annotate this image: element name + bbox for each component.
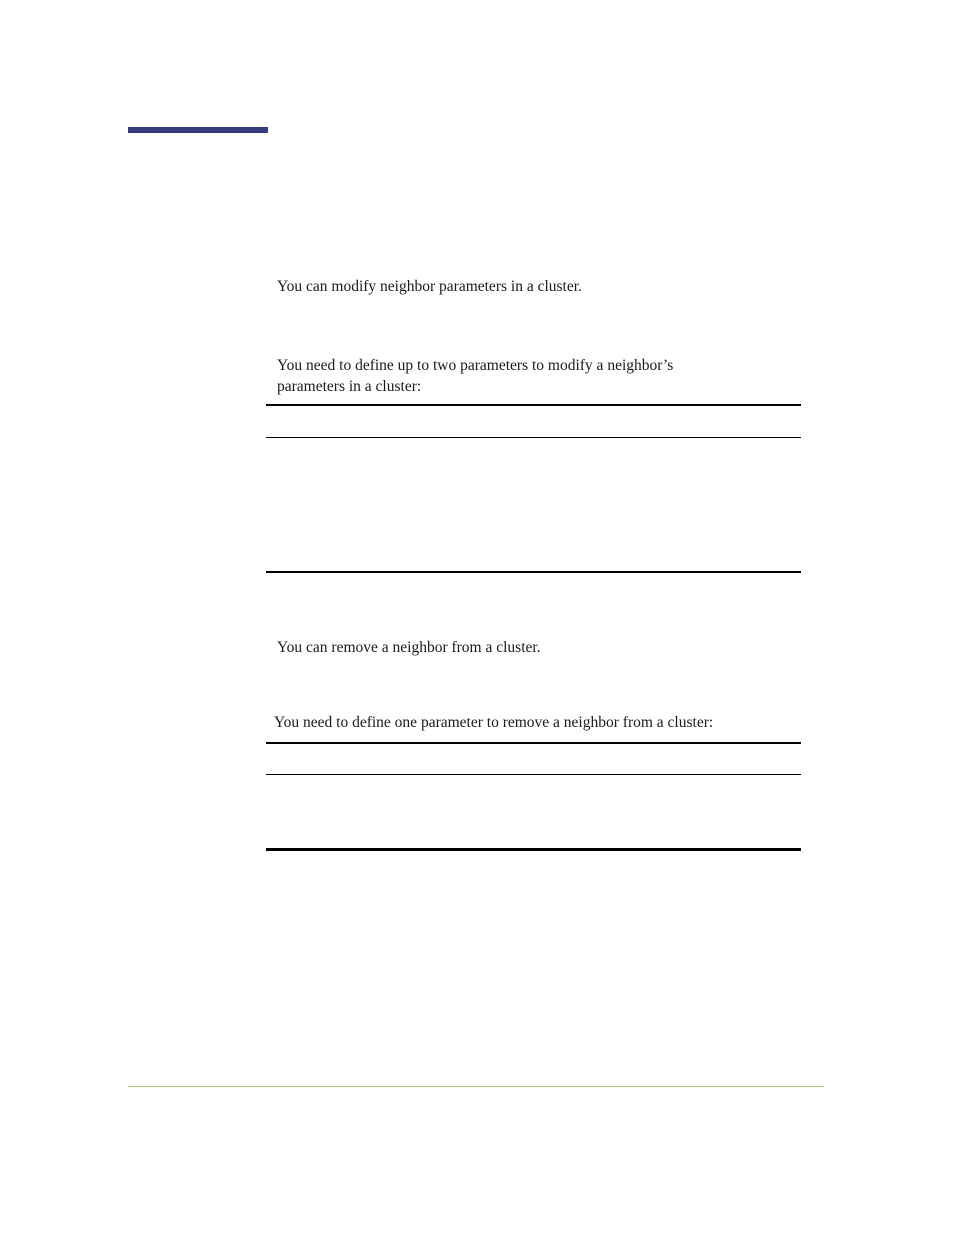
remove-table-header-rule (266, 774, 801, 775)
remove-params-text: You need to define one parameter to remove a neighbor from a cluster: (274, 714, 714, 731)
modify-intro-text: You can modify neighbor parameters in a cluster. (277, 278, 582, 295)
modify-params-text-line1: You need to define up to two parameters to modify a neighbor’s (277, 357, 674, 374)
footer-rule (128, 1086, 824, 1087)
remove-table-top-rule (266, 742, 801, 744)
modify-table-header-rule (266, 437, 801, 438)
modify-table-bottom-rule (266, 571, 801, 573)
header-accent-bar (128, 127, 268, 133)
modify-table-top-rule (266, 404, 801, 406)
remove-intro-text: You can remove a neighbor from a cluster. (277, 639, 541, 656)
modify-params-text-line2: parameters in a cluster: (277, 378, 422, 395)
remove-table-bottom-rule (266, 848, 801, 851)
